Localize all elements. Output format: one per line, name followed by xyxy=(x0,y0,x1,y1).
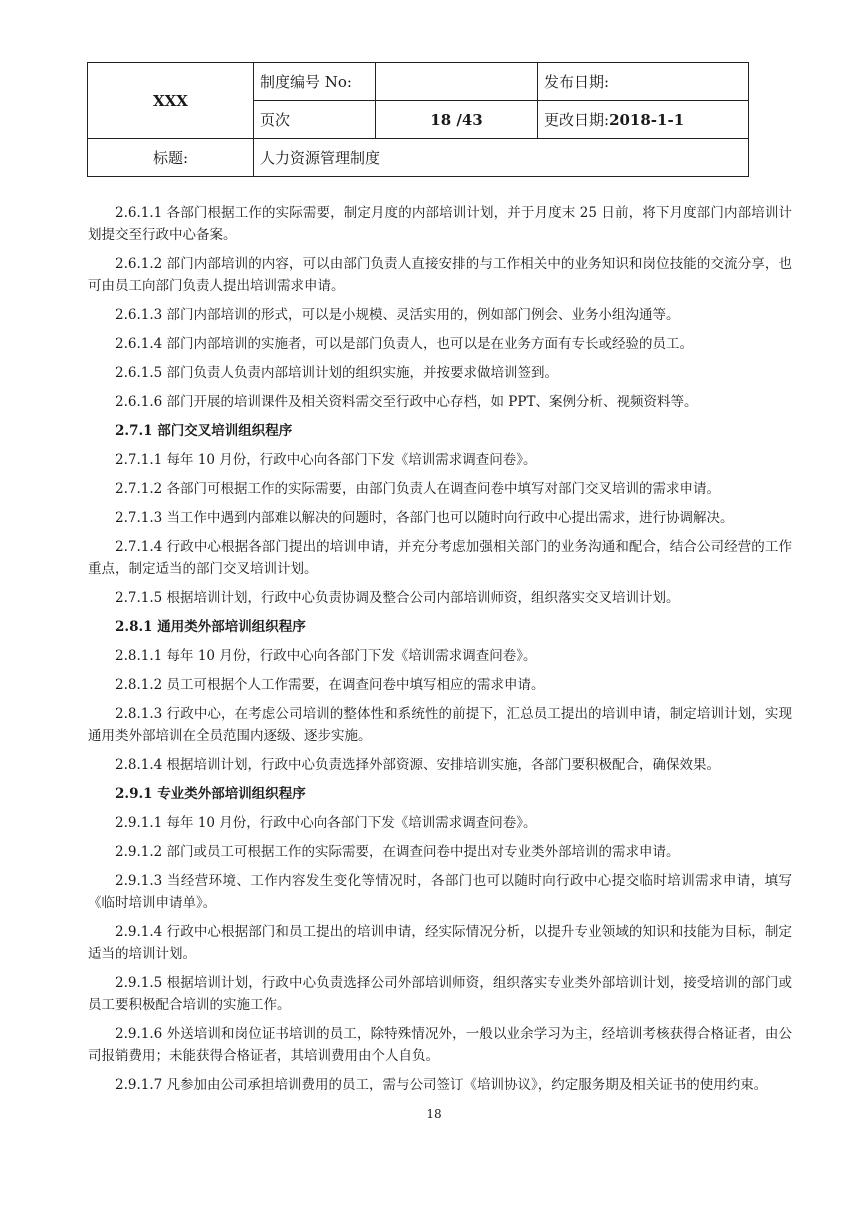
paragraph: 2.6.1.2 部门内部培训的内容，可以由部门负责人直接安排的与工作相关中的业务知识和岗位技能的交流分享，也可由员工向部门负责人提出培训需求申请。 xyxy=(88,256,792,294)
section-heading: 2.9.1 专业类外部培训组织程序 xyxy=(115,786,306,802)
page-number: 18 xyxy=(426,1107,442,1121)
title-label: 标题: xyxy=(88,139,254,177)
paragraph: 2.8.1.1 每年 10 月份，行政中心向各部门下发《培训需求调查问卷》。 xyxy=(115,648,537,664)
paragraph: 2.9.1.1 每年 10 月份，行政中心向各部门下发《培训需求调查问卷》。 xyxy=(115,815,537,831)
change-date-value: 2018-1-1 xyxy=(609,111,685,129)
section-heading: 2.8.1 通用类外部培训组织程序 xyxy=(115,619,306,635)
paragraph: 2.9.1.2 部门或员工可根据工作的实际需要，在调查问卷中提出对专业类外部培训的需求申请。 xyxy=(115,844,680,860)
paragraph: 2.7.1.1 每年 10 月份，行政中心向各部门下发《培训需求调查问卷》。 xyxy=(115,452,537,468)
paragraph: 2.9.1.3 当经营环境、工作内容发生变化等情况时，各部门也可以随时向行政中心提交临时培训需求申请，填写《临时培训申请单》。 xyxy=(88,873,792,911)
page-label: 页次 xyxy=(254,101,376,139)
company-name: XXX xyxy=(88,63,254,139)
paragraph: 2.8.1.3 行政中心，在考虑公司培训的整体性和系统性的前提下，汇总员工提出的培训申请，制定培训计划，实现通用类外部培训在全员范围内逐级、逐步实施。 xyxy=(88,706,792,744)
paragraph: 2.9.1.6 外送培训和岗位证书培训的员工，除特殊情况外，一般以业余学习为主，经培训考核获得合格证者，由公司报销费用；未能获得合格证者，其培训费用由个人自负。 xyxy=(88,1026,792,1064)
paragraph: 2.7.1.4 行政中心根据各部门提出的培训申请，并充分考虑加强相关部门的业务沟通和配合，结合公司经营的工作重点，制定适当的部门交叉培训计划。 xyxy=(88,539,792,577)
section-heading: 2.7.1 部门交叉培训组织程序 xyxy=(115,423,293,439)
paragraph: 2.6.1.4 部门内部培训的实施者，可以是部门负责人，也可以是在业务方面有专长或经验的员工。 xyxy=(115,336,694,352)
paragraph: 2.6.1.3 部门内部培训的形式，可以是小规模、灵活实用的，例如部门例会、业务小组沟通等。 xyxy=(115,307,680,323)
publish-date-label: 发布日期: xyxy=(538,63,749,101)
document-header-table xyxy=(87,62,749,177)
paragraph: 2.6.1.6 部门开展的培训课件及相关资料需交至行政中心存档，如 PPT、案例分析、视频资料等。 xyxy=(115,394,698,410)
doc-no-value xyxy=(376,63,538,101)
paragraph: 2.9.1.4 行政中心根据部门和员工提出的培训申请，经实际情况分析，以提升专业领域的知识和技能为目标，制定适当的培训计划。 xyxy=(88,924,792,962)
change-date-label: 更改日期: xyxy=(544,111,610,129)
paragraph: 2.9.1.5 根据培训计划，行政中心负责选择公司外部培训师资，组织落实专业类外部培训计划，接受培训的部门或员工要积极配合培训的实施工作。 xyxy=(88,975,792,1013)
paragraph: 2.7.1.2 各部门可根据工作的实际需要，由部门负责人在调查问卷中填写对部门交叉培训的需求申请。 xyxy=(115,481,721,497)
change-date-cell xyxy=(538,101,749,139)
paragraph: 2.9.1.7 凡参加由公司承担培训费用的员工，需与公司签订《培训协议》，约定服务期及相关证书的使用约束。 xyxy=(115,1077,768,1093)
paragraph: 2.7.1.5 根据培训计划，行政中心负责协调及整合公司内部培训师资，组织落实交叉培训计划。 xyxy=(115,590,680,606)
paragraph: 2.6.1.1 各部门根据工作的实际需要，制定月度的内部培训计划，并于月度末 25 日前，将下月度部门内部培训计划提交至行政中心备案。 xyxy=(88,205,792,243)
paragraph: 2.7.1.3 当工作中遇到内部难以解决的问题时，各部门也可以随时向行政中心提出需求，进行协调解决。 xyxy=(115,510,734,526)
paragraph: 2.8.1.2 员工可根据个人工作需要，在调查问卷中填写相应的需求申请。 xyxy=(115,677,545,693)
doc-no-label: 制度编号 No: xyxy=(254,63,376,101)
title-value: 人力资源管理制度 xyxy=(254,139,749,177)
page-value: 18 /43 xyxy=(376,101,538,139)
paragraph: 2.8.1.4 根据培训计划，行政中心负责选择外部资源、安排培训实施，各部门要积极配合，确保效果。 xyxy=(115,757,721,773)
document-body xyxy=(88,202,792,1103)
paragraph: 2.6.1.5 部门负责人负责内部培训计划的组织实施，并按要求做培训签到。 xyxy=(115,365,559,381)
